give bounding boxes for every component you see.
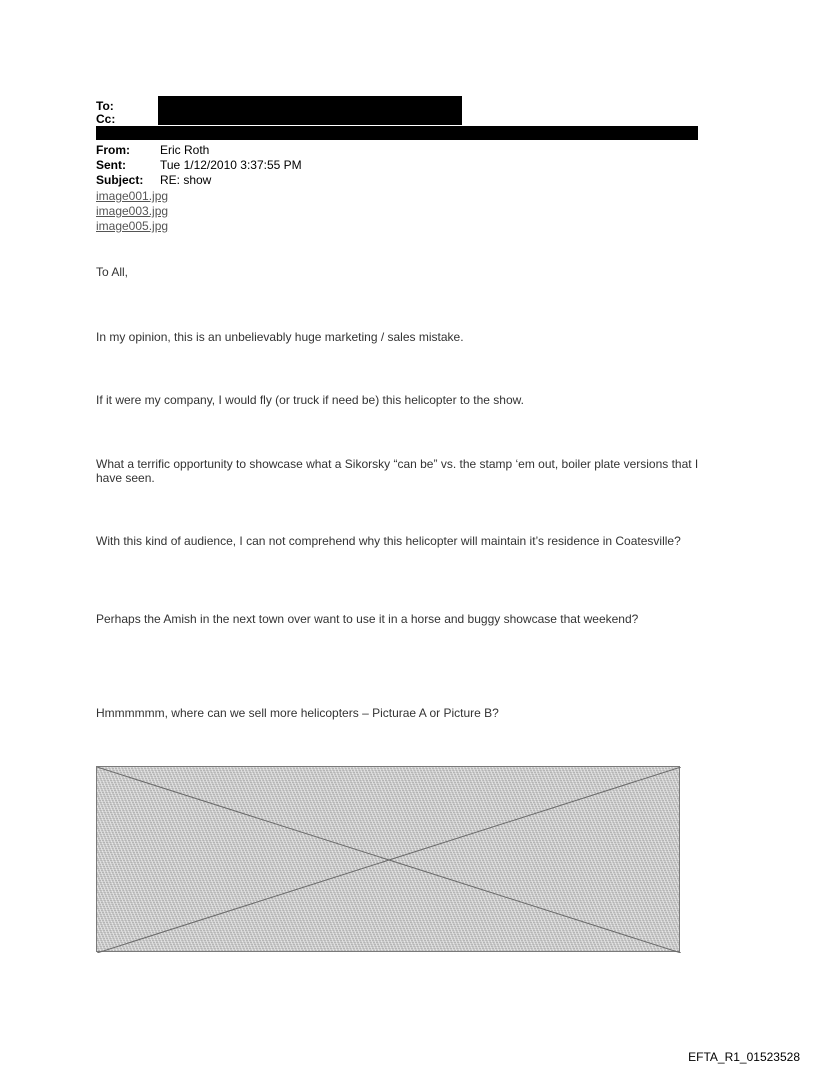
from-label: From: (96, 143, 130, 157)
document-id: EFTA_R1_01523528 (688, 1050, 800, 1064)
body-paragraph: What a terrific opportunity to showcase what a Sikorsky “can be” vs. the stamp ‘em out, boiler plate versions that I have seen. (96, 457, 699, 485)
subject-label: Subject: (96, 173, 144, 187)
redaction-bar-to-cc (158, 96, 462, 125)
cc-label: Cc: (96, 112, 116, 126)
body-paragraph: Hmmmmmm, where can we sell more helicopters – Picturae A or Picture B? (96, 706, 499, 720)
body-paragraph: In my opinion, this is an unbelievably huge marketing / sales mistake. (96, 330, 464, 344)
image-cross-icon (97, 767, 681, 953)
from-value: Eric Roth (160, 143, 210, 157)
greeting: To All, (96, 265, 129, 279)
sent-label: Sent: (96, 158, 126, 172)
attachment-link[interactable]: image005.jpg (96, 219, 169, 233)
body-paragraph: With this kind of audience, I can not comprehend why this helicopter will maintain it’s residence in Coatesville? (96, 534, 681, 548)
body-paragraph: Perhaps the Amish in the next town over want to use it in a horse and buggy showcase that weekend? (96, 612, 639, 626)
to-label: To: (96, 99, 114, 113)
redaction-bar-wide (96, 126, 698, 140)
subject-value: RE: show (160, 173, 212, 187)
sent-value: Tue 1/12/2010 3:37:55 PM (160, 158, 302, 172)
body-paragraph: If it were my company, I would fly (or truck if need be) this helicopter to the show. (96, 393, 524, 407)
attachment-link[interactable]: image003.jpg (96, 204, 169, 218)
broken-image-placeholder (96, 766, 680, 952)
attachment-link[interactable]: image001.jpg (96, 189, 169, 203)
